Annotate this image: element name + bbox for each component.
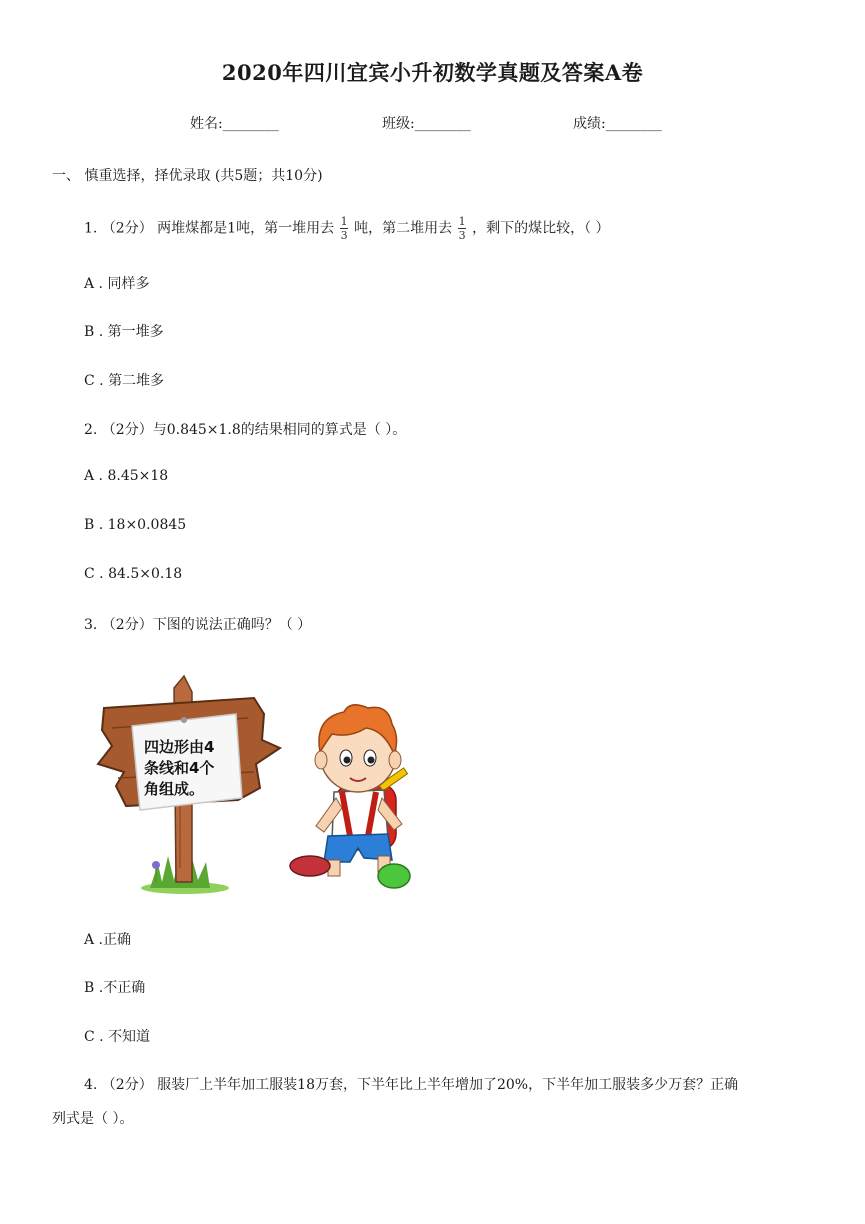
sign-text-line-2: 条线和4个 — [144, 759, 215, 777]
class-field-label: 班级:________ — [382, 116, 471, 132]
q1-option-a[interactable]: A . 同样多 — [84, 276, 150, 292]
score-field-label: 成绩:________ — [573, 116, 662, 132]
q2-option-b[interactable]: B . 18×0.0845 — [84, 517, 187, 533]
fraction-denominator: 3 — [340, 229, 348, 242]
sign-text-line-3: 角组成。 — [144, 780, 205, 798]
q3-option-b[interactable]: B .不正确 — [84, 980, 146, 996]
page-title: 2020年四川宜宾小升初数学真题及答案A卷 — [221, 60, 644, 85]
name-field-label: 姓名:________ — [190, 116, 279, 132]
question-3-illustration — [88, 668, 428, 900]
q3-option-a[interactable]: A .正确 — [84, 932, 132, 948]
section-heading: 一、 慎重选择，择优录取 (共5题；共10分) — [52, 168, 323, 184]
q3-option-c[interactable]: C . 不知道 — [84, 1029, 151, 1045]
question-1-mid: 吨，第二堆用去 — [354, 220, 453, 237]
sign-text-line-1: 四边形由4 — [144, 738, 215, 756]
fraction-denominator: 3 — [458, 229, 466, 242]
fraction-one-third — [458, 216, 466, 241]
question-1-suffix: ，剩下的煤比较，（ ） — [472, 220, 610, 237]
question-1-prefix: 1. （2分） 两堆煤都是1吨，第一堆用去 — [84, 220, 335, 237]
question-3: 3. （2分）下图的说法正确吗？（ ） — [84, 617, 312, 633]
q1-option-b[interactable]: B . 第一堆多 — [84, 324, 164, 340]
q2-option-a[interactable]: A . 8.45×18 — [84, 468, 169, 484]
question-4-line-1: 4. （2分） 服装厂上半年加工服装18万套，下半年比上半年增加了20%，下半年加工服装多少万套？正确 — [84, 1077, 739, 1093]
q2-option-c[interactable]: C . 84.5×0.18 — [84, 566, 183, 582]
q1-option-c[interactable]: C . 第二堆多 — [84, 373, 165, 389]
question-2: 2. （2分）与0.845×1.8的结果相同的算式是（ ）。 — [84, 422, 407, 438]
question-1 — [84, 216, 610, 241]
question-4-line-2: 列式是（ ）。 — [52, 1111, 134, 1127]
fraction-numerator: 1 — [340, 215, 348, 228]
fraction-numerator: 1 — [458, 215, 466, 228]
fraction-one-third — [340, 216, 348, 241]
